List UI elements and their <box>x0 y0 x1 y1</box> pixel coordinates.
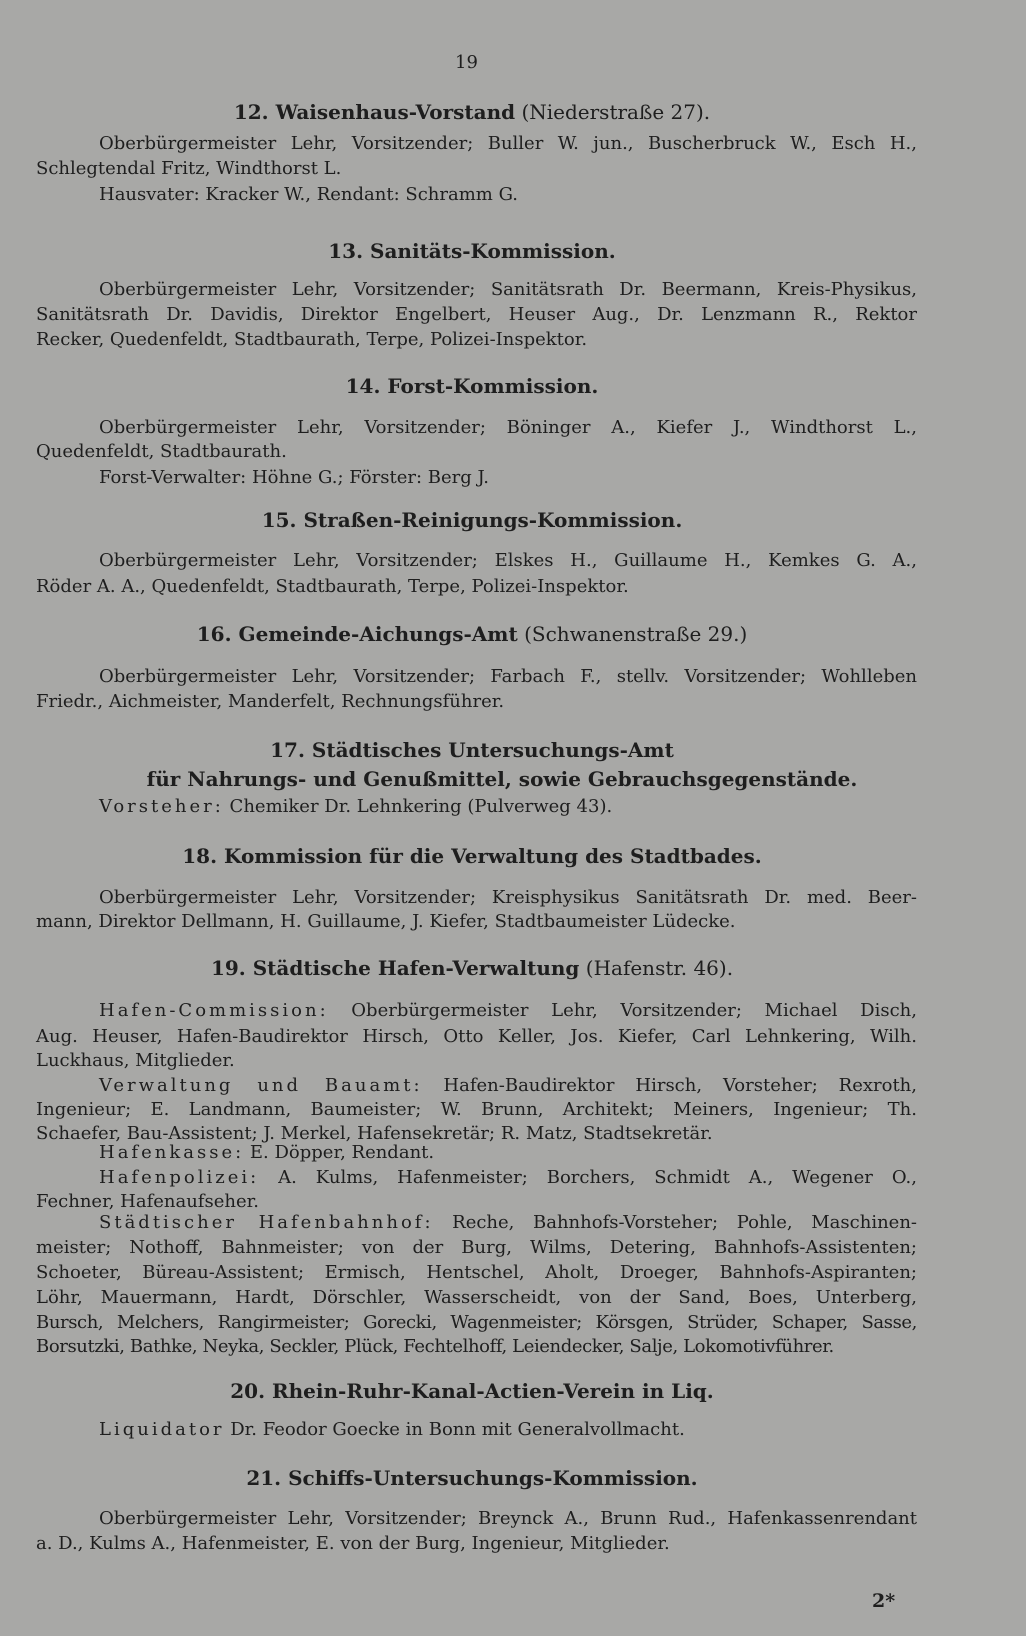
section-20-heading: 20. Rhein-Ruhr-Kanal-Actien-Verein in Liq. <box>230 1379 714 1403</box>
text-line: Forst-Verwalter: Höhne G.; Förster: Berg J. <box>99 467 490 488</box>
line-text: Hafen-Baudirektor Hirsch, Vorsteher; Rexroth, <box>422 1075 917 1096</box>
section-13-heading: 13. Sanitäts-Kommission. <box>328 239 616 263</box>
text-line: Oberbürgermeister Lehr, Vorsitzender; Elskes H., Guillaume H., Kemkes G. A., <box>99 550 917 571</box>
line-text: Dr. Feodor Goecke in Bonn mit Generalvollmacht. <box>224 1419 685 1440</box>
text-line <box>99 1166 917 1190</box>
text-line: Oberbürgermeister Lehr, Vorsitzender; Sanitätsrath Dr. Beermann, Kreis-Physikus, <box>99 279 917 300</box>
text-line: Oberbürgermeister Lehr, Vorsitzender; Kreisphysikus Sanitätsrath Dr. med. Beer- <box>99 887 917 908</box>
text-line: Quedenfeldt, Stadtbaurath. <box>36 441 287 462</box>
section-14-heading: 14. Forst-Kommission. <box>345 374 599 398</box>
text-line <box>99 1418 917 1442</box>
section-21-heading: 21. Schiffs-Untersuchungs-Kommission. <box>246 1466 698 1490</box>
text-line: Recker, Quedenfeldt, Stadtbaurath, Terpe, Polizei-Inspektor. <box>36 329 588 350</box>
section-18-heading: 18. Kommission für die Verwaltung des Stadtbades. <box>182 844 762 868</box>
text-line: Schlegtendal Fritz, Windthorst L. <box>36 158 342 179</box>
text-line: Bursch, Melchers, Rangirmeister; Gorecki, Wagenmeister; Körsgen, Strüder, Schaper, Sasse, <box>36 1312 917 1333</box>
text-line: Ingenieur; E. Landmann, Baumeister; W. Brunn, Architekt; Meiners, Ingenieur; Th. <box>36 1099 917 1120</box>
text-line <box>99 999 917 1023</box>
text-line: Hausvater: Kracker W., Rendant: Schramm G. <box>99 184 519 205</box>
text-line: Oberbürgermeister Lehr, Vorsitzender; Farbach F., stellv. Vorsitzender; Wohlleben <box>99 666 917 687</box>
section-19-heading <box>0 956 944 980</box>
section-17-heading: 17. Städtisches Untersuchungs-Amt <box>270 738 674 762</box>
text-line: Schaefer, Bau-Assistent; J. Merkel, Hafensekretär; R. Matz, Stadtsekretär. <box>36 1123 713 1144</box>
section-15-heading: 15. Straßen-Reinigungs-Kommission. <box>261 508 683 532</box>
text-line: a. D., Kulms A., Hafenmeister, E. von der Burg, Ingenieur, Mitglieder. <box>36 1533 670 1554</box>
page-number: 19 <box>455 52 478 73</box>
heading-text: 16. Gemeinde-Aichungs-Amt <box>196 622 518 646</box>
text-line: Luckhaus, Mitglieder. <box>36 1050 235 1071</box>
text-line: mann, Direktor Dellmann, H. Guillaume, J. Kiefer, Stadtbaumeister Lüdecke. <box>36 911 736 932</box>
text-line <box>99 1074 917 1098</box>
heading-text: 19. Städtische Hafen-Verwaltung <box>210 956 580 980</box>
line-text: A. Kulms, Hafenmeister; Borchers, Schmidt A., Wegener O., <box>259 1167 917 1188</box>
label: Hafen-Commission: <box>99 1000 329 1021</box>
text-line: Sanitätsrath Dr. Davidis, Direktor Engelbert, Heuser Aug., Dr. Lenzmann R., Rektor <box>36 304 917 325</box>
text-line <box>99 1141 917 1165</box>
line-text: Oberbürgermeister Lehr, Vorsitzender; Michael Disch, <box>328 1000 917 1021</box>
section-12-heading <box>0 100 944 124</box>
heading-note: (Hafenstr. 46). <box>579 956 734 980</box>
line-text: E. Döpper, Rendant. <box>244 1142 435 1163</box>
text-line: Fechner, Hafenaufseher. <box>36 1191 259 1212</box>
signature-mark: 2* <box>872 1590 896 1612</box>
text-line: Löhr, Mauermann, Hardt, Dörschler, Wasserscheidt, von der Sand, Boes, Unterberg, <box>36 1287 917 1308</box>
label: Städtischer Hafenbahnhof: <box>99 1212 434 1233</box>
text-line: Schoeter, Büreau-Assistent; Ermisch, Hentschel, Aholt, Droeger, Bahnhofs-Aspiranten; <box>36 1262 917 1283</box>
text-line: Aug. Heuser, Hafen-Baudirektor Hirsch, Otto Keller, Jos. Kiefer, Carl Lehnkering, Wilh. <box>36 1026 917 1047</box>
text-line <box>99 795 917 819</box>
text-line <box>99 1211 917 1235</box>
section-16-heading <box>0 622 944 646</box>
heading-note: (Schwanenstraße 29.) <box>517 622 748 646</box>
label: Verwaltung und Bauamt: <box>99 1075 423 1096</box>
text-line: Borsutzki, Bathke, Neyka, Seckler, Plück, Fechtelhoff, Leiendecker, Salje, Lokomotivführer. <box>36 1336 834 1357</box>
text-line: Oberbürgermeister Lehr, Vorsitzender; Buller W. jun., Buscherbruck W., Esch H., <box>99 133 917 154</box>
text-line: Röder A. A., Quedenfeldt, Stadtbaurath, Terpe, Polizei-Inspektor. <box>36 576 629 597</box>
text-line: Friedr., Aichmeister, Manderfelt, Rechnungsführer. <box>36 691 505 712</box>
text-line: Oberbürgermeister Lehr, Vorsitzender; Böninger A., Kiefer J., Windthorst L., <box>99 417 917 438</box>
label: Liquidator <box>99 1419 225 1440</box>
line-text: Reche, Bahnhofs-Vorsteher; Pohle, Maschinen- <box>433 1212 917 1233</box>
label: Vorsteher: <box>99 796 224 817</box>
heading-note: (Niederstraße 27). <box>515 100 711 124</box>
section-17-subheading: für Nahrungs- und Genußmittel, sowie Gebrauchsgegenstände. <box>146 767 858 791</box>
label: Hafenkasse: <box>99 1142 245 1163</box>
label: Hafenpolizei: <box>99 1167 260 1188</box>
text-line: Oberbürgermeister Lehr, Vorsitzender; Breynck A., Brunn Rud., Hafenkassenrendant <box>99 1508 917 1529</box>
line-text: Chemiker Dr. Lehnkering (Pulverweg 43). <box>223 796 613 817</box>
text-line: meister; Nothoff, Bahnmeister; von der Burg, Wilms, Detering, Bahnhofs-Assistenten; <box>36 1237 917 1258</box>
heading-text: 12. Waisenhaus-Vorstand <box>233 100 516 124</box>
